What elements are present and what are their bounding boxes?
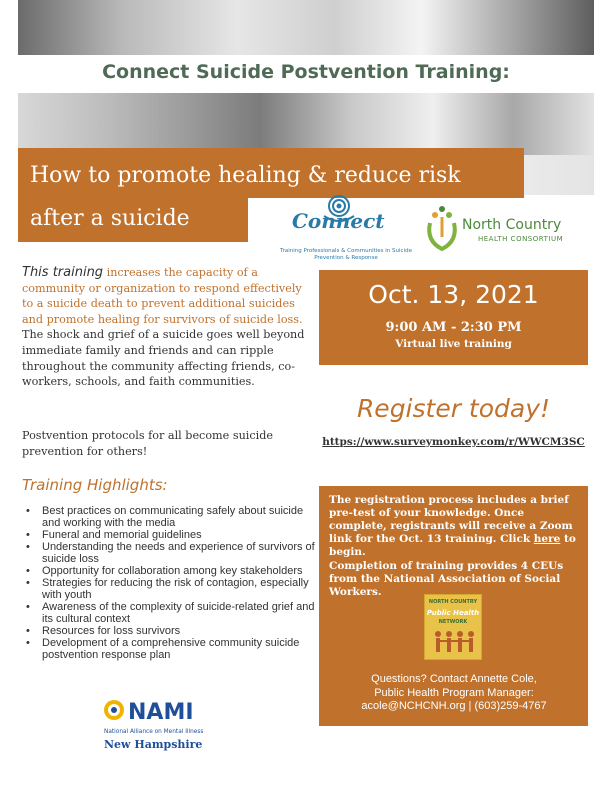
intro-paragraph — [22, 265, 312, 390]
nami-subtitle: National Alliance on Mental Illness — [104, 729, 204, 735]
contact-info — [323, 673, 585, 714]
event-mode: Virtual live training — [395, 338, 512, 350]
nami-state: New Hampshire — [104, 738, 203, 751]
contact-line-2: Public Health Program Manager: — [374, 686, 534, 699]
page-title: Connect Suicide Postvention Training: — [102, 61, 510, 83]
here-link[interactable]: here — [533, 533, 561, 545]
list-item: • Development of a comprehensive community suicide postvention response plan — [22, 637, 318, 661]
registration-info — [329, 494, 581, 559]
nami-name: NAMI — [128, 700, 194, 725]
list-item: • Awareness of the complexity of suicide-related grief and its cultural context — [22, 601, 318, 625]
ncc-logo-subtitle: HEALTH CONSORTIUM — [478, 235, 564, 243]
highlights-list — [22, 505, 318, 661]
ncc-logo-name: North Country — [462, 217, 562, 233]
list-item: • Resources for loss survivors — [22, 625, 318, 637]
list-item: • Strategies for reducing the risk of contagion, especially with youth — [22, 577, 318, 601]
intro-rest: The shock and grief of a suicide goes well beyond immediate family and friends and can ripple throughout the community affecting friends, co-workers, schools, and faith communities. — [22, 328, 305, 389]
list-item: • Opportunity for collaboration among key stakeholders — [22, 565, 318, 577]
registration-info-text: The registration process includes a brief pre-test of your knowledge. Once complete, registrants will receive a Zoom link for the Oct. 13 training. Click — [329, 494, 573, 545]
connect-logo-tagline: Training Professionals & Communities in Suicide Prevention & Response — [280, 248, 412, 261]
registration-link[interactable]: https://www.surveymonkey.com/r/WWCM3SC — [322, 436, 585, 448]
list-item: • Understanding the needs and experience of survivors of suicide loss — [22, 541, 318, 565]
register-heading: Register today! — [356, 394, 551, 423]
header-photo-top — [18, 0, 594, 55]
connect-logo-word: Connect — [292, 209, 385, 233]
ncc-logo-icon — [422, 203, 462, 253]
header-photo-hands — [18, 93, 594, 155]
ncphn-logo — [424, 594, 482, 660]
ncphn-line-1: NORTH COUNTRY — [428, 599, 478, 605]
highlights-title: Training Highlights: — [22, 476, 168, 494]
registration-info-end: to begin. — [329, 533, 576, 558]
ncphn-line-3: NETWORK — [438, 619, 468, 625]
ceu-info: Completion of training provides 4 CEUs from the National Association of Social Workers. — [329, 560, 564, 598]
intro-highlight: increases the capacity of a community or organization to respond effectively to a suicide death to prevent additional suicides and promote healing for survivors of suicide loss. — [22, 266, 303, 326]
headline-line-1: How to promote healing & reduce risk — [30, 163, 461, 188]
list-item: • Best practices on communicating safely about suicide and working with the media — [22, 505, 318, 529]
event-time: 9:00 AM - 2:30 PM — [385, 320, 522, 335]
contact-line-1: Questions? Contact Annette Cole, — [371, 673, 537, 685]
postvention-statement: Postvention protocols for all become suicide prevention for others! — [22, 429, 273, 458]
contact-line-3: acole@NCHCNH.org | (603)259-4767 — [361, 700, 547, 712]
list-item: • Funeral and memorial guidelines — [22, 529, 318, 541]
headline-line-2: after a suicide — [30, 206, 190, 231]
intro-lead: This training — [22, 265, 104, 280]
nami-logo-icon — [100, 694, 220, 754]
ncphn-line-2: Public Health — [426, 609, 480, 617]
event-date: Oct. 13, 2021 — [368, 280, 539, 309]
people-icon — [431, 629, 477, 657]
